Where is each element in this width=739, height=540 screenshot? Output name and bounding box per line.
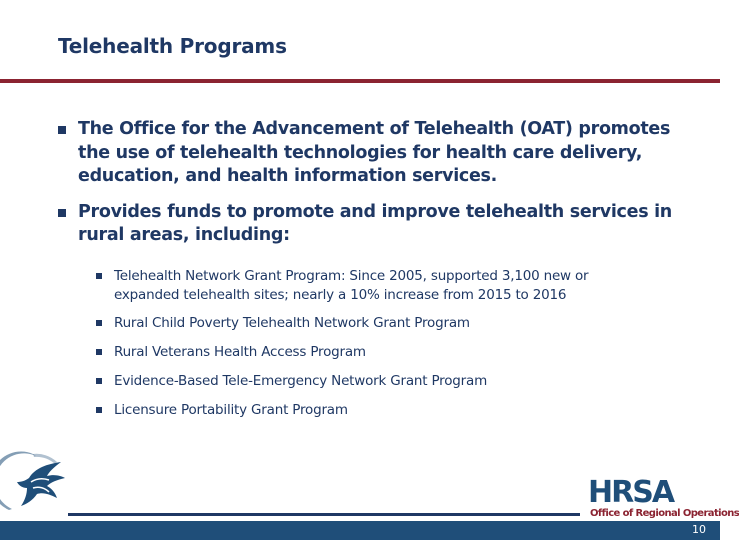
square-bullet-icon <box>96 349 102 355</box>
hrsa-logo <box>586 475 739 522</box>
sub-bullet-item <box>96 343 656 362</box>
hhs-seal-logo <box>3 448 69 518</box>
slide-title: Telehealth Programs <box>58 34 287 58</box>
square-bullet-icon <box>58 209 66 217</box>
square-bullet-icon <box>96 407 102 413</box>
footer-bar <box>0 521 720 540</box>
bullet-text: The Office for the Advancement of Telehealth (OAT) promotes the use of telehealth technologies for health care delivery, education, and health information services. <box>78 119 671 186</box>
sub-bullet-item <box>96 314 656 333</box>
footer-divider <box>68 513 580 516</box>
main-bullet-list <box>58 118 678 260</box>
square-bullet-icon <box>96 378 102 384</box>
sub-bullet-item <box>96 372 656 391</box>
bullet-item <box>58 201 678 248</box>
sub-bullet-list <box>96 267 656 430</box>
sub-bullet-item <box>96 267 656 305</box>
hrsa-wordmark: HRSA <box>588 475 674 510</box>
sub-bullet-item <box>96 401 656 420</box>
square-bullet-icon <box>96 320 102 326</box>
sub-bullet-text: Telehealth Network Grant Program: Since 2005, supported 3,100 new or expanded telehealth sites; nearly a 10% increase from 2015 to 2016 <box>114 268 589 303</box>
sub-bullet-text: Evidence-Based Tele-Emergency Network Grant Program <box>114 373 488 389</box>
bullet-item <box>58 118 678 189</box>
sub-bullet-text: Rural Veterans Health Access Program <box>114 344 366 360</box>
sub-bullet-text: Licensure Portability Grant Program <box>114 402 348 418</box>
square-bullet-icon <box>96 273 102 279</box>
title-divider <box>0 79 720 83</box>
square-bullet-icon <box>58 126 66 134</box>
bullet-text: Provides funds to promote and improve telehealth services in rural areas, including: <box>78 201 672 245</box>
sub-bullet-text: Rural Child Poverty Telehealth Network Grant Program <box>114 315 470 331</box>
page-number: 10 <box>692 523 706 536</box>
hrsa-subtitle: Office of Regional Operations <box>590 508 739 519</box>
